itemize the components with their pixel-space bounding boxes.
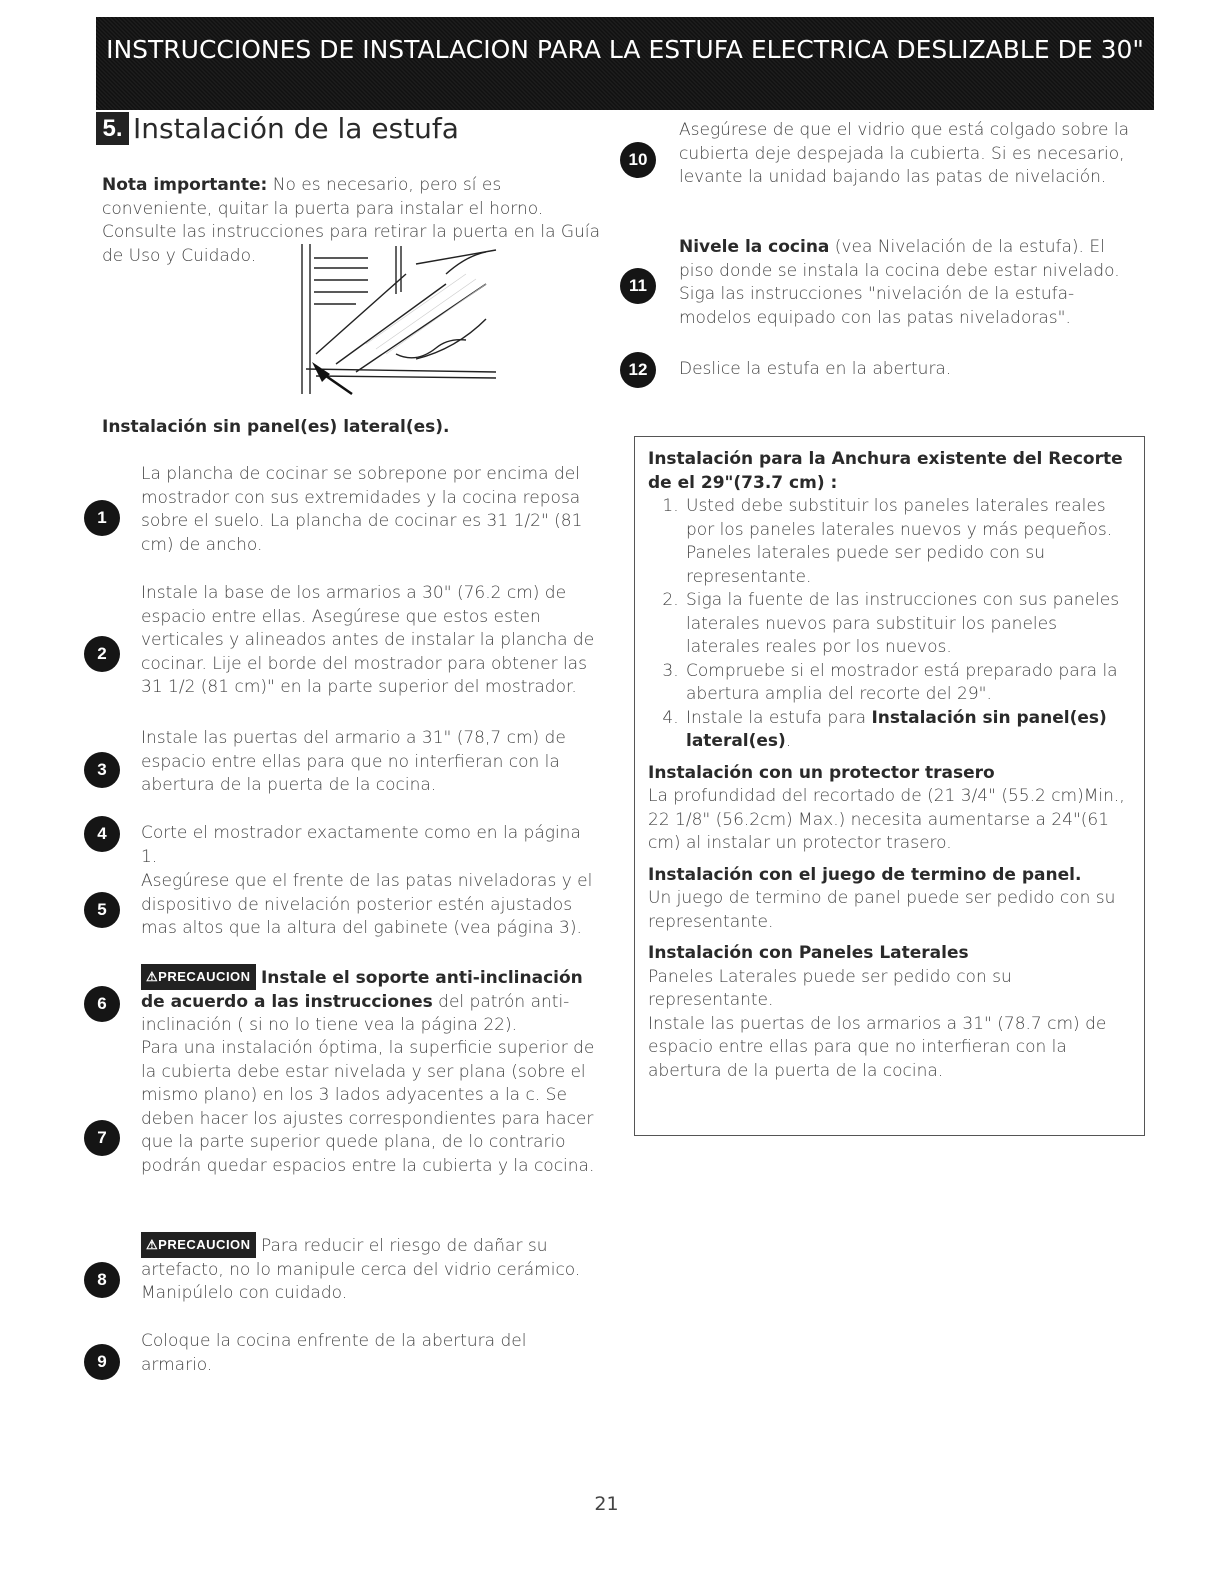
step-5-badge: 5 [84, 892, 120, 928]
no-panels-heading: Instalación sin panel(es) lateral(es). [102, 417, 450, 437]
step-12-text: Deslice la estufa en la abertura. [679, 359, 952, 379]
step-7-text: Para una instalación óptima, la superficie superior de la cubierta debe estar nivelada y ser plana (sobre el mismo plano) en los 3 lados adyacentes a la c. Se deben hacer los ajustes correspondientes para hacer que la parte superior quede plana, de lo contrario podrán quedar espacios entre la cubierta y la cocina. [141, 1038, 595, 1176]
step-9-text: Coloque la cocina enfrente de la abertura del armario. [141, 1331, 527, 1375]
step-1-badge: 1 [84, 500, 120, 536]
box-heading-4: Instalación con Paneles Laterales [648, 943, 969, 963]
step-11-badge: 11 [620, 268, 656, 304]
step-6-text: ⚠PRECAUCION Instale el soporte anti-inclinación de acuerdo a las instrucciones del patrón anti-inclinación ( si no lo tiene vea la página 22). [141, 964, 607, 1038]
step-3-badge: 3 [84, 752, 120, 788]
step-11-bold: Nivele la cocina [679, 237, 830, 257]
note-text: No es necesario, pero sí es conveniente, quitar la puerta para instalar el horno. Consulte las instrucciones para retirar la puerta en la Guía de Uso y Cuidado. [102, 175, 601, 266]
note-label: Nota importante: [102, 175, 268, 195]
page-number: 21 [594, 1493, 619, 1515]
box-paragraph-4b: Instale las puertas de los armarios a 31" (78.7 cm) de espacio entre ellas para que no interfieran con la abertura de la puerta de la cocina. [648, 1013, 1107, 1081]
section-title: Instalación de la estufa [133, 112, 459, 145]
step-6-badge: 6 [84, 986, 120, 1022]
step-4-text: Corte el mostrador exactamente como en la página 1. [141, 823, 581, 867]
step-5-text: Asegúrese que el frente de las patas niveladoras y el dispositivo de nivelación posterior estén ajustados mas altos que la altura del gabinete (vea página 3). [141, 871, 593, 938]
caution-label: ⚠PRECAUCION [141, 964, 256, 990]
step-2-badge: 2 [84, 636, 120, 672]
caution-label-2: ⚠PRECAUCION [141, 1232, 256, 1258]
step-2-text: Instale la base de los armarios a 30" (76.2 cm) de espacio entre ellas. Asegúrese que estos esten verticales y alineados antes de instalar la plancha de cocinar. Lije el borde del mostrador para obtener las 31 1/2 (81 cm)" en la parte superior del mostrador. [141, 583, 595, 697]
step-8-badge: 8 [84, 1262, 120, 1298]
box-list-item: 1. Usted debe substituir los paneles laterales reales por los paneles laterales nuevos y más pequeños. Paneles laterales puede ser pedido con su representante. [684, 495, 1134, 589]
oven-door-illustration [296, 244, 502, 396]
box-paragraph-4a: Paneles Laterales puede ser pedido con su representante. [648, 966, 1012, 1010]
section-heading [96, 112, 459, 145]
box-list-item: 2. Siga la fuente de las instrucciones con sus paneles laterales nuevos para substituir los paneles laterales reales por los nuevos. [684, 589, 1134, 660]
section-number: 5. [96, 112, 129, 145]
step-1-text: La plancha de cocinar se sobrepone por encima del mostrador con sus extremidades y la cocina reposa sobre el suelo. La plancha de cocinar es 31 1/2" (81 cm) de ancho. [141, 464, 583, 555]
step-11-text: Nivele la cocina (vea Nivelación de la estufa). El piso donde se instala la cocina debe estar nivelado. Siga las instrucciones "nivelación de la estufa-modelos equipado con las patas niveladoras". [679, 237, 1120, 328]
step-7-badge: 7 [84, 1120, 120, 1156]
step-8-text: ⚠PRECAUCION Para reducir el riesgo de dañar su artefacto, no lo manipule cerca del vidrio cerámico. Manipúlelo con cuidado. [141, 1232, 601, 1306]
step-12-badge: 12 [620, 352, 656, 388]
box-paragraph-3: Un juego de termino de panel puede ser pedido con su representante. [648, 888, 1116, 932]
step-10-text: Asegúrese de que el vidrio que está colgado sobre la cubierta deje despejada la cubierta. Si es necesario, levante la unidad bajando las patas de nivelación. [679, 120, 1130, 187]
info-box-content [648, 448, 1134, 1083]
box-heading-1: Instalación para la Anchura existente del Recorte de el 29"(73.7 cm) : [648, 449, 1123, 493]
box-heading-2: Instalación con un protector trasero [648, 762, 995, 783]
step-9-badge: 9 [84, 1344, 120, 1380]
step-3-text: Instale las puertas del armario a 31" (78,7 cm) de espacio entre ellas para que no interfieran con la abertura de la puerta de la cocina. [141, 728, 566, 795]
box-heading-3: Instalación con el juego de termino de panel. [648, 864, 1082, 885]
box-list-item: 4. Instale la estufa para Instalación sin panel(es) lateral(es). [684, 707, 1134, 754]
step-6-bold: Instale el soporte anti-inclinación de acuerdo a las instrucciones [141, 968, 583, 1012]
step-4-badge: 4 [84, 816, 120, 852]
banner-title: INSTRUCCIONES DE INSTALACION PARA LA ESTUFA ELECTRICA DESLIZABLE DE 30" [106, 35, 1144, 64]
step-10-badge: 10 [620, 142, 656, 178]
box-paragraph-2: La profundidad del recortado de (21 3/4" (55.2 cm)Min., 22 1/8" (56.2cm) Max.) necesita aumentarse a 24"(61 cm) al instalar un protector trasero. [648, 786, 1125, 853]
box-list-item: 3. Compruebe si el mostrador está preparado para la abertura amplia del recorte del 29". [684, 660, 1134, 707]
box-list [648, 495, 1134, 754]
